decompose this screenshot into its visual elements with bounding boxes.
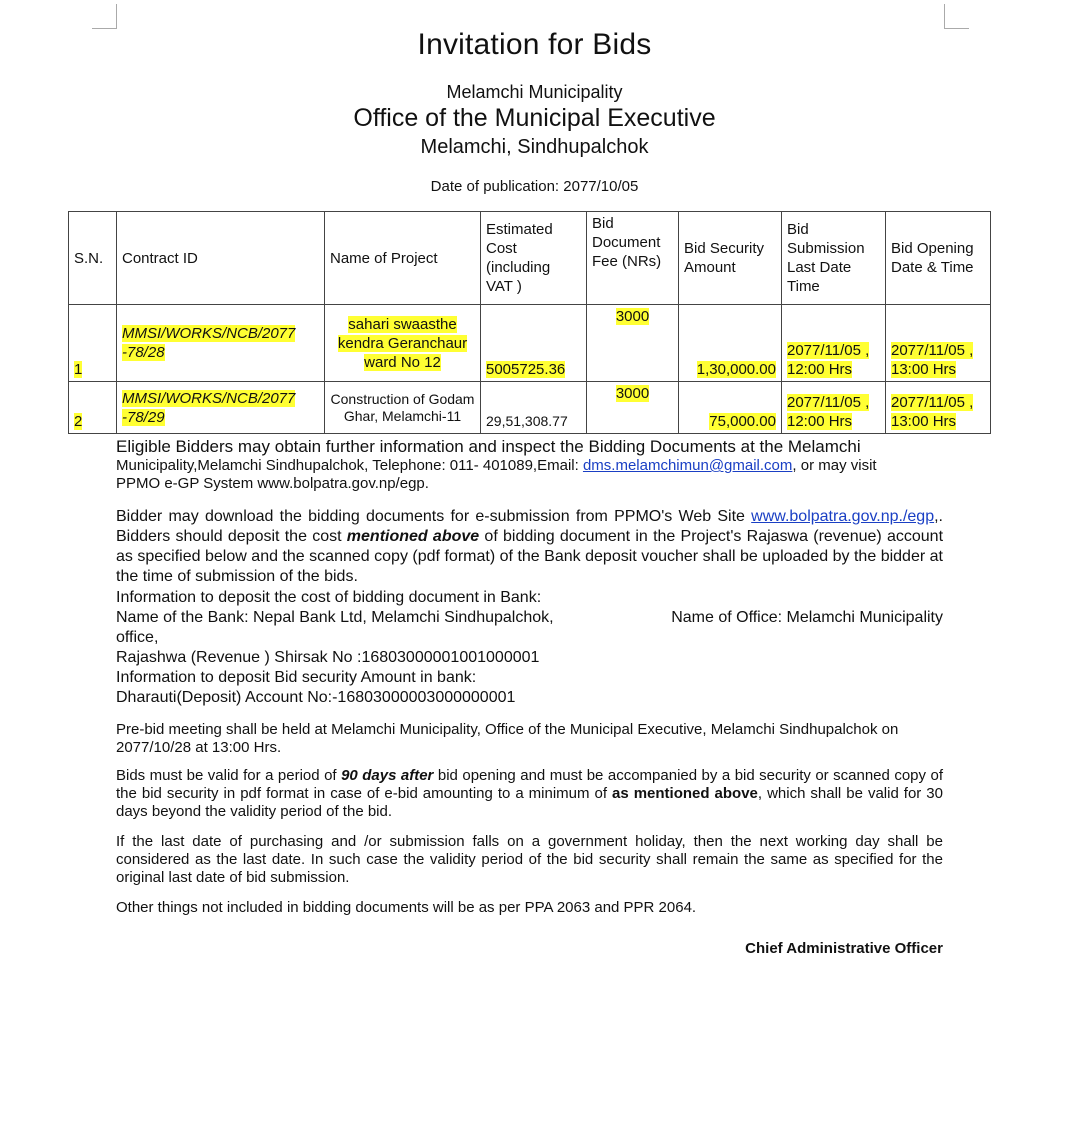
dharauti-account: Dharauti(Deposit) Account No:-16803000003000000001 <box>116 689 516 706</box>
page-corner-mark-right <box>944 4 969 29</box>
ninety-days-emphasis: 90 days after <box>341 767 434 784</box>
office-location: Melamchi, Sindhupalchok <box>420 136 649 158</box>
office-continuation: office, <box>116 629 159 646</box>
signature-title: Chief Administrative Officer <box>745 940 943 957</box>
column-header: Estimated Cost (including VAT ) <box>481 212 587 305</box>
table-row <box>69 305 991 382</box>
rajashwa-account: Rajashwa (Revenue ) Shirsak No :16803000001001000001 <box>116 649 540 666</box>
column-header: Bid Submission Last Date Time <box>782 212 886 305</box>
eligible-line: Eligible Bidders may obtain further information and inspect the Bidding Documents at the Melamchi <box>116 437 861 456</box>
sn-cell: 2 <box>74 413 83 430</box>
mentioned-above-emphasis: mentioned above <box>346 528 480 545</box>
validity-text: Bids must be valid for a period of <box>116 767 342 784</box>
column-header: S.N. <box>69 212 117 305</box>
validity-text-3: , which shall be valid for 30 days beyond the validity period of the bid. <box>116 785 943 820</box>
email-link[interactable]: dms.melamchimun@gmail.com <box>582 457 793 474</box>
egp-line: PPMO e-GP System www.bolpatra.gov.np/egp. <box>116 475 429 492</box>
estimated-cost-cell: 5005725.36 <box>486 361 566 378</box>
bank-info <box>116 588 943 708</box>
validity-text-2: bid opening and must be accompanied by a bid security or scanned copy of the bid security in pdf format in case of e-bid amounting to a minimum of <box>116 767 943 802</box>
bids-table <box>68 211 991 434</box>
doc-fee-cell: 3000 <box>615 385 650 402</box>
download-paragraph <box>116 507 943 587</box>
table-header-row <box>69 212 991 305</box>
prebid-paragraph: Pre-bid meeting shall be held at Melamchi Municipality, Office of the Municipal Executive, Melamchi Sindhupalchok on 2077/10/28 at 13:00 Hrs. <box>116 721 899 756</box>
bolpatra-link[interactable]: www.bolpatra.gov.np./egp <box>751 508 935 525</box>
opening-date-cell: 2077/11/05 , 13:00 Hrs <box>891 342 974 378</box>
opening-date-cell: 2077/11/05 , 13:00 Hrs <box>891 394 974 430</box>
column-header: Bid Security Amount <box>679 212 782 305</box>
bid-security-cell: 1,30,000.00 <box>696 361 776 378</box>
download-text: Bidder may download the bidding documents for e-submission from PPMO's Web Site <box>116 508 752 525</box>
bank-name-line <box>116 608 943 628</box>
estimated-cost-cell: 29,51,308.77 <box>486 413 568 429</box>
download-text-3: of bidding document in the Project's Rajaswa (revenue) account as specified below and the scanned copy (pdf format) of the Bank deposit voucher shall be uploaded by the bidder at the time of submission of the bids. <box>116 528 944 585</box>
office-name: Office of the Municipal Executive <box>353 104 716 132</box>
table-row <box>69 382 991 434</box>
bank-name: Name of the Bank: Nepal Bank Ltd, Melamchi Sindhupalchok, <box>116 609 554 626</box>
sn-cell: 1 <box>74 361 83 378</box>
column-header: Contract ID <box>117 212 325 305</box>
download-text-2: ,. Bidders should deposit the cost <box>116 508 943 545</box>
document-title: Invitation for Bids <box>417 28 652 61</box>
contact-suffix: , or may visit <box>792 457 877 474</box>
publication-date: Date of publication: 2077/10/05 <box>430 178 639 195</box>
validity-paragraph <box>116 767 943 821</box>
submission-date-cell: 2077/11/05 , 12:00 Hrs <box>787 342 870 378</box>
column-header: Bid Opening Date & Time <box>886 212 991 305</box>
bank-info-security: Information to deposit Bid security Amount in bank: <box>116 669 477 686</box>
contact-line <box>116 457 943 475</box>
column-header: Bid Document Fee (NRs) <box>587 212 679 305</box>
office-of-bank: Name of Office: Melamchi Municipality <box>671 609 943 626</box>
as-mentioned-emphasis: as mentioned above <box>612 785 758 802</box>
contract-id-cell: MMSI/WORKS/NCB/2077 -78/28 <box>122 325 296 361</box>
contact-text: Municipality,Melamchi Sindhupalchok, Telephone: 011- 401089,Email: <box>116 457 583 474</box>
column-header: Name of Project <box>325 212 481 305</box>
project-name-cell: sahari swaasthe kendra Geranchaur ward No 12 <box>337 315 468 371</box>
page-corner-mark-left <box>92 4 117 29</box>
municipality-name: Melamchi Municipality <box>446 82 623 102</box>
other-things-paragraph: Other things not included in bidding documents will be as per PPA 2063 and PPR 2064. <box>116 899 697 916</box>
bid-security-cell: 75,000.00 <box>709 413 776 430</box>
project-name-cell: Construction of Godam Ghar, Melamchi-11 <box>330 390 475 424</box>
eligible-bidders-paragraph <box>116 437 943 493</box>
contract-id-cell: MMSI/WORKS/NCB/2077 -78/29 <box>122 389 296 426</box>
doc-fee-cell: 3000 <box>615 308 650 325</box>
submission-date-cell: 2077/11/05 , 12:00 Hrs <box>787 394 870 430</box>
bank-info-cost: Information to deposit the cost of bidding document in Bank: <box>116 589 542 606</box>
holiday-paragraph: If the last date of purchasing and /or submission falls on a government holiday, then the next working day shall be considered as the last date. In such case the validity period of the bid security shall remain the same as specified for the original last date of bid submission. <box>116 833 943 886</box>
